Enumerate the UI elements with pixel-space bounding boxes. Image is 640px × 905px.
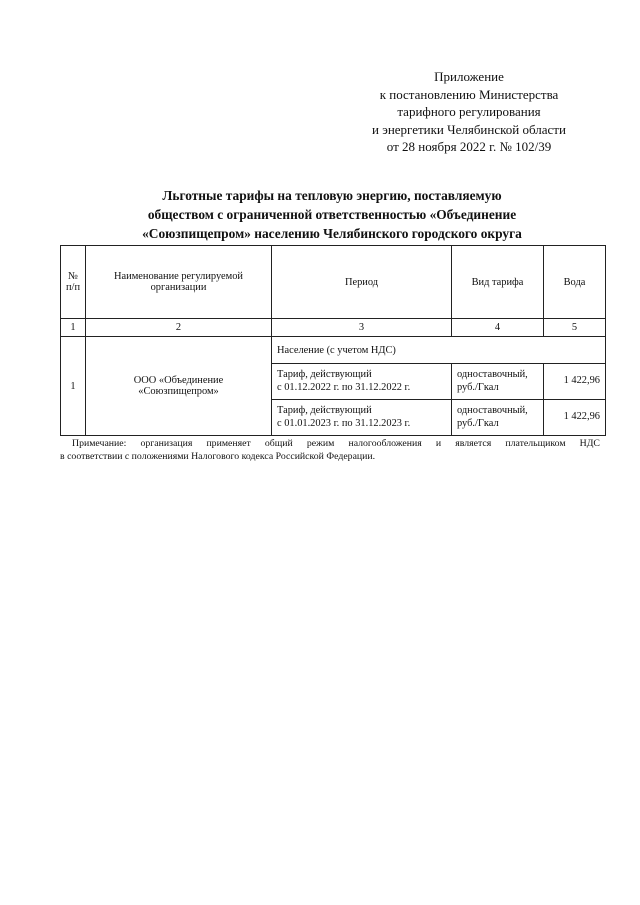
footnote-line-2: в соответствии с положениями Налогового кодекса Российской Федерации. bbox=[60, 450, 376, 462]
header-water: Вода bbox=[544, 246, 606, 319]
appendix-line: и энергетики Челябинской области bbox=[372, 121, 566, 137]
tariff-value: 1 422,96 bbox=[544, 364, 606, 400]
tariff-value: 1 422,96 bbox=[544, 400, 606, 436]
header-tariff-type: Вид тарифа bbox=[452, 246, 544, 319]
tariff-table bbox=[60, 245, 606, 436]
title-line: «Союзпищепром» населению Челябинского городского округа bbox=[142, 226, 522, 241]
title-line: обществом с ограниченной ответственностью «Объединение bbox=[147, 207, 517, 222]
document-title bbox=[60, 186, 604, 243]
tariff-type: одноставочный, руб./Гкал bbox=[452, 400, 544, 436]
appendix-line: Приложение bbox=[434, 69, 504, 84]
appendix-header bbox=[340, 68, 598, 156]
header-num: № п/п bbox=[61, 246, 86, 319]
footnote-line-1: Примечание: организация применяет общий режим налогообложения и является плательщиком НДС bbox=[72, 438, 600, 449]
organization-name: ООО «Объединение «Союзпищепром» bbox=[86, 337, 272, 436]
population-group-label: Население (с учетом НДС) bbox=[272, 337, 606, 364]
column-number: 3 bbox=[272, 319, 452, 337]
table-header-row bbox=[61, 246, 606, 319]
table-row bbox=[61, 337, 606, 364]
row-number: 1 bbox=[61, 337, 86, 436]
tariff-type: одноставочный, руб./Гкал bbox=[452, 364, 544, 400]
header-period: Период bbox=[272, 246, 452, 319]
header-organization: Наименование регулируемой организации bbox=[86, 246, 272, 319]
column-number: 5 bbox=[544, 319, 606, 337]
column-number: 4 bbox=[452, 319, 544, 337]
tariff-period: Тариф, действующий с 01.01.2023 г. по 31.12.2023 г. bbox=[272, 400, 452, 436]
title-line: Льготные тарифы на тепловую энергию, поставляемую bbox=[162, 188, 502, 203]
footnote bbox=[60, 438, 600, 463]
tariff-period: Тариф, действующий с 01.12.2022 г. по 31.12.2022 г. bbox=[272, 364, 452, 400]
column-number: 2 bbox=[86, 319, 272, 337]
column-numbers-row bbox=[61, 319, 606, 337]
appendix-line: от 28 ноября 2022 г. № 102/39 bbox=[386, 139, 552, 154]
column-number: 1 bbox=[61, 319, 86, 337]
appendix-line: к постановлению Министерства bbox=[379, 86, 559, 102]
appendix-line: тарифного регулирования bbox=[397, 104, 541, 119]
